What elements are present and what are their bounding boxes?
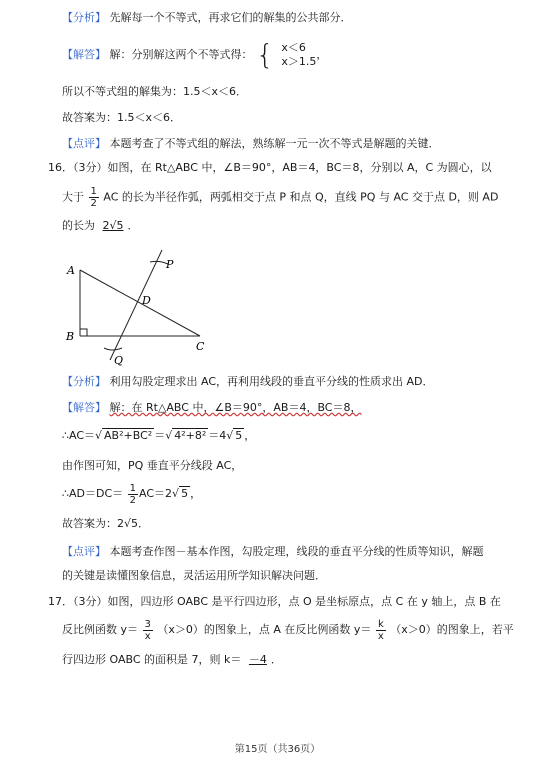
q17-line-1	[48, 594, 501, 610]
eq1-prefix: ∴AC＝	[62, 429, 96, 442]
analysis-text: 先解每一个不等式，再求它们的解集的公共部分．	[109, 11, 352, 24]
triangle-figure	[62, 248, 222, 368]
s16-line-3	[62, 458, 242, 474]
q16-line-3: 的长为 2√5 ．	[62, 219, 139, 232]
label-b: B	[66, 330, 75, 343]
fraction-denominator: 2	[90, 198, 97, 209]
arc-q	[104, 348, 122, 350]
q16-text-3: 的长为	[62, 219, 95, 232]
label-a: A	[67, 264, 75, 277]
s16-comment-tag: 【点评】	[62, 545, 106, 558]
solution-set-line	[62, 84, 247, 100]
eq2-fraction: $\frac{1}{2}$	[129, 482, 137, 506]
q17-fraction-1	[143, 619, 153, 642]
s16-solution-line	[62, 400, 361, 416]
s16-solution-tag: 【解答】	[62, 401, 106, 414]
eq1-equals: ＝	[154, 429, 166, 442]
eq1-radicand-2: 4²+8²	[174, 429, 207, 442]
right-angle-mark	[80, 329, 87, 336]
inequality-2: x＞1.5	[281, 55, 317, 68]
s16-comment-text-2: 的关键是读懂图象信息，灵活运用所学知识解决问题．	[62, 569, 326, 582]
page-footer: 第15页（共36页）	[234, 744, 321, 755]
q17-text-2c: （x＞0）的图象上，若平	[390, 623, 514, 636]
line-pq	[110, 250, 162, 360]
eq1-comma: ，	[244, 429, 256, 442]
solution-set-text: 所以不等式组的解集为：1.5＜x＜6．	[62, 85, 248, 98]
solution-text: 解：分别解这两个不等式得：	[109, 48, 253, 61]
q16-answer: 2√5	[102, 219, 124, 232]
s16-comment-line-1	[62, 544, 484, 560]
label-p: P	[166, 258, 174, 271]
s16-answer-line	[62, 516, 149, 532]
q17-fraction-2	[376, 619, 386, 642]
eq2-prefix: ∴AD＝DC＝	[62, 487, 124, 500]
q17-line-3: 行四边形 OABC 的面积是 7，则 k＝ －4 ．	[62, 653, 282, 666]
s16-comment-line-2	[62, 568, 326, 584]
eq1-radicand-1: AB²+BC²	[104, 429, 153, 442]
solution-line: 【解答】 解：分别解这两个不等式得： { x＜6 x＞1.5 ，	[62, 38, 328, 71]
q16-text-2b: AC 的长为半径作弧，两弧相交于点 P 和点 Q，直线 PQ 与 AC 交于点 D，则 AD	[103, 190, 499, 204]
solution-tag: 【解答】	[62, 48, 106, 61]
eq2-comma: ，	[190, 487, 202, 500]
fraction-numerator: 1	[90, 186, 97, 197]
q17-text-2b: （x＞0）的图象上，点 A 在反比例函数 y＝	[157, 623, 372, 636]
q17-text-2a: 反比例函数 y＝	[62, 623, 139, 636]
q17-text-3: 行四边形 OABC 的面积是 7，则 k＝	[62, 653, 242, 666]
answer-text: 故答案为：1.5＜x＜6．	[62, 111, 182, 124]
q16-text-1: 16．（3分）如图，在 Rt△ABC 中，∠B＝90°，AB＝4，BC＝8，分别以 A，C 为圆心，以	[48, 161, 492, 174]
analysis-line	[62, 10, 352, 26]
eq1-radicand-3: 5	[235, 429, 243, 442]
inequality-1: x＜6	[281, 41, 306, 54]
s16-text-3: 由作图可知，PQ 垂直平分线段 AC，	[62, 459, 243, 472]
comment-line	[62, 136, 440, 152]
eq1-coeff: ＝4	[208, 429, 227, 442]
label-q: Q	[114, 354, 124, 367]
label-d: D	[142, 294, 151, 307]
answer-line	[62, 110, 181, 126]
s16-comment-text-1: 本题考查作图－基本作图，勾股定理，线段的垂直平分线的性质等知识，解题	[109, 545, 484, 558]
q16-line-1	[48, 160, 492, 176]
q16-text-2a: 大于	[62, 190, 84, 204]
s16-analysis-tag: 【分析】	[62, 375, 106, 388]
q17-f2-den: x	[377, 630, 384, 642]
comment-tag: 【点评】	[62, 137, 106, 150]
q17-text-1: 17．（3分）如图，四边形 OABC 是平行四边形，点 O 是坐标原点，点 C 在 y 轴上，点 B 在	[48, 595, 501, 608]
s16-analysis-text: 利用勾股定理求出 AC，再利用线段的垂直平分线的性质求出 AD．	[109, 375, 434, 388]
segment-ac	[80, 270, 200, 336]
q17-f1-num: 3	[144, 618, 151, 630]
q16-line-2	[62, 186, 498, 209]
q17-answer: －4	[248, 653, 267, 666]
q17-line-2	[62, 618, 514, 642]
s16-eq1-line: ∴AC＝√ AB²+BC² ＝√ 4²+8² ＝4√ 5 ，	[62, 429, 256, 442]
half-fraction	[89, 186, 99, 209]
q17-f2-num: k	[377, 618, 384, 630]
label-c: C	[196, 340, 205, 353]
q17-f1-den: x	[144, 630, 151, 642]
eq2-mid: AC＝2	[139, 487, 173, 500]
s16-solution-text: 解：在 Rt△ABC 中，∠B＝90°，AB＝4，BC＝8，	[109, 401, 362, 414]
eq2-radicand: 5	[181, 487, 189, 500]
s16-analysis-line	[62, 374, 434, 390]
inequality-system	[281, 41, 316, 69]
left-brace: {	[256, 38, 274, 71]
comment-text: 本题考查了不等式组的解法，熟练解一元一次不等式是解题的关键．	[109, 137, 440, 150]
analysis-tag: 【分析】	[62, 11, 106, 24]
s16-eq2-line: ∴AD＝DC＝ $\frac{1}{2}$ AC＝2√ 5 ，	[62, 482, 202, 506]
s16-answer-text: 故答案为：2√5．	[62, 517, 150, 530]
